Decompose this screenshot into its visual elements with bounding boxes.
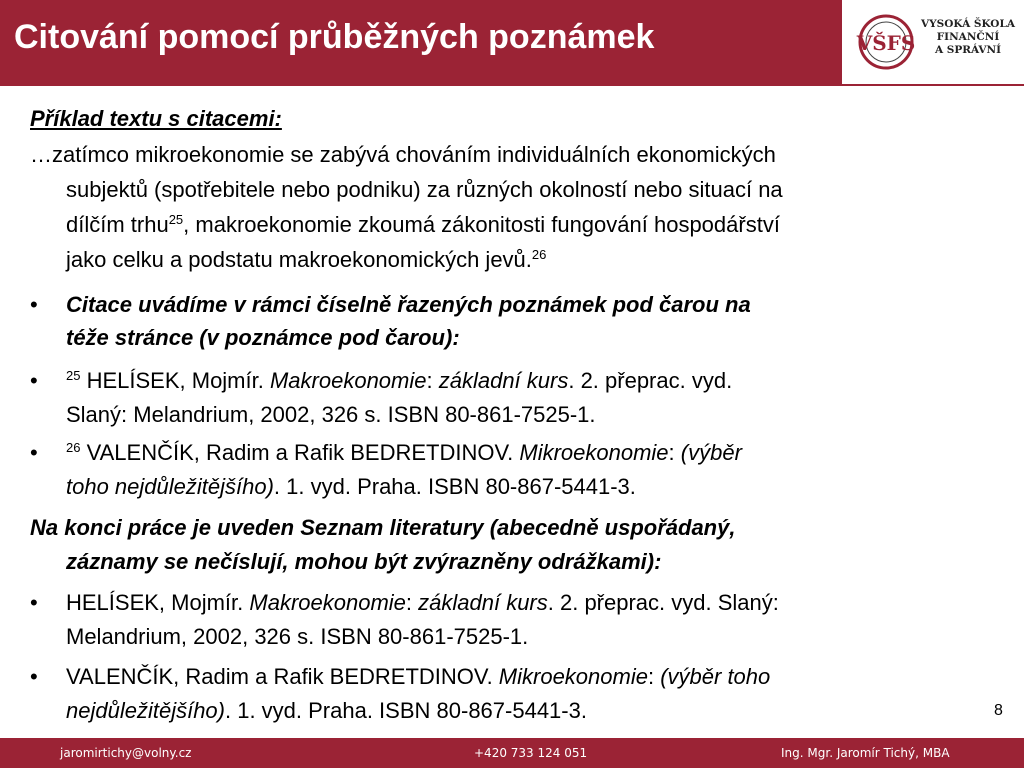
bullet-marker-2: • — [30, 368, 38, 393]
footnote-25-author: HELÍSEK, Mojmír. — [80, 368, 270, 393]
bib-entry-2-edition: . 1. vyd. Praha. ISBN 80-867-5441-3. — [224, 698, 587, 723]
paragraph-line-3a: dílčím trhu — [66, 212, 169, 237]
bib-entry-1-line-2: Melandrium, 2002, 326 s. ISBN 80-861-7525-1. — [66, 624, 529, 649]
paragraph-line-4-text: jako celku a podstatu makroekonomických jevů. — [66, 247, 532, 272]
bib-entry-1-line-1 — [66, 588, 779, 618]
bib-entry-2-subtitle-b: nejdůležitějšího) — [66, 698, 225, 723]
footnote-25-number: 25 — [66, 368, 81, 383]
slide-header — [0, 0, 842, 86]
footnote-26-line-1 — [66, 438, 742, 468]
footnote-26-colon: : — [668, 440, 681, 465]
footnote-25-title: Makroekonomie — [269, 368, 427, 393]
slide-footer — [0, 738, 1024, 768]
bullet-marker-4: • — [30, 590, 38, 615]
footnote-ref-26: 26 — [531, 247, 547, 262]
footnote-25-colon: : — [426, 368, 439, 393]
footnote-26-title: Mikroekonomie — [519, 440, 669, 465]
bib-entry-2-author: VALENČÍK, Radim a Rafik BEDRETDINOV. — [66, 664, 499, 689]
bullet-marker-1: • — [30, 292, 38, 317]
footnote-ref-25: 25 — [168, 212, 184, 227]
logo-text — [916, 18, 1020, 57]
bib-entry-1-author: HELÍSEK, Mojmír. — [66, 590, 250, 615]
paragraph-line-3 — [66, 210, 780, 240]
bibliography-heading-line-2: záznamy se nečíslují, mohou být zvýrazněny odrážkami): — [66, 549, 662, 574]
footnote-25-edition: . 2. přeprac. vyd. — [568, 368, 733, 393]
logo-line-3: A SPRÁVNÍ — [934, 44, 1002, 56]
bib-entry-1-title: Makroekonomie — [249, 590, 406, 615]
footer-author: Ing. Mgr. Jaromír Tichý, MBA — [781, 746, 950, 760]
bib-entry-1-subtitle: základní kurs — [418, 590, 548, 615]
footer-email: jaromirtichy@volny.cz — [60, 746, 192, 760]
footnote-26-number: 26 — [66, 440, 81, 455]
footnote-26-line-2 — [66, 472, 636, 502]
slide-title: Citování pomocí průběžných poznámek — [14, 18, 655, 56]
bullet1-line-1: Citace uvádíme v rámci číselně řazených poznámek pod čarou na — [66, 292, 751, 317]
paragraph-line-3b: , makroekonomie zkoumá zákonitosti fungování hospodářství — [183, 212, 780, 237]
bullet1-line-2: téže stránce (v poznámce pod čarou): — [66, 325, 460, 350]
footer-phone: +420 733 124 051 — [474, 746, 588, 760]
example-heading: Příklad textu s citacemi: — [30, 106, 282, 131]
vsfs-emblem-icon — [856, 12, 916, 72]
footnote-26-subtitle-b: toho nejdůležitějšího) — [66, 474, 274, 499]
bib-entry-2-colon: : — [647, 664, 661, 689]
footnote-25-line-1 — [66, 366, 732, 396]
paragraph-line-4 — [66, 245, 546, 275]
bibliography-heading-line-1: Na konci práce je uveden Seznam literatury (abecedně uspořádaný, — [30, 515, 736, 540]
bib-entry-2-line-1 — [66, 662, 770, 692]
footnote-26-author: VALENČÍK, Radim a Rafik BEDRETDINOV. — [80, 440, 520, 465]
footnote-25-line-2: Slaný: Melandrium, 2002, 326 s. ISBN 80-861-7525-1. — [66, 402, 596, 427]
bib-entry-1-colon: : — [405, 590, 419, 615]
logo-line-2: FINANČNÍ — [936, 31, 1000, 43]
page-number: 8 — [994, 702, 1003, 719]
footnote-25-subtitle: základní kurs — [438, 368, 569, 393]
bib-entry-2-title: Mikroekonomie — [498, 664, 648, 689]
bib-entry-1-edition: . 2. přeprac. vyd. Slaný: — [547, 590, 779, 615]
bullet-marker-5: • — [30, 664, 38, 689]
paragraph-line-2: subjektů (spotřebitele nebo podniku) za různých okolností nebo situací na — [66, 177, 783, 202]
bib-entry-2-subtitle-a: (výběr toho — [660, 664, 771, 689]
logo-line-1: VYSOKÁ ŠKOLA — [921, 18, 1015, 30]
bib-entry-2-line-2 — [66, 696, 587, 726]
footnote-26-edition: . 1. vyd. Praha. ISBN 80-867-5441-3. — [273, 474, 636, 499]
footnote-26-subtitle-a: (výběr — [680, 440, 742, 465]
svg-text:VŠFS: VŠFS — [856, 31, 916, 55]
paragraph-line-1: …zatímco mikroekonomie se zabývá chováním individuálních ekonomických — [30, 142, 776, 167]
bullet-marker-3: • — [30, 440, 38, 465]
